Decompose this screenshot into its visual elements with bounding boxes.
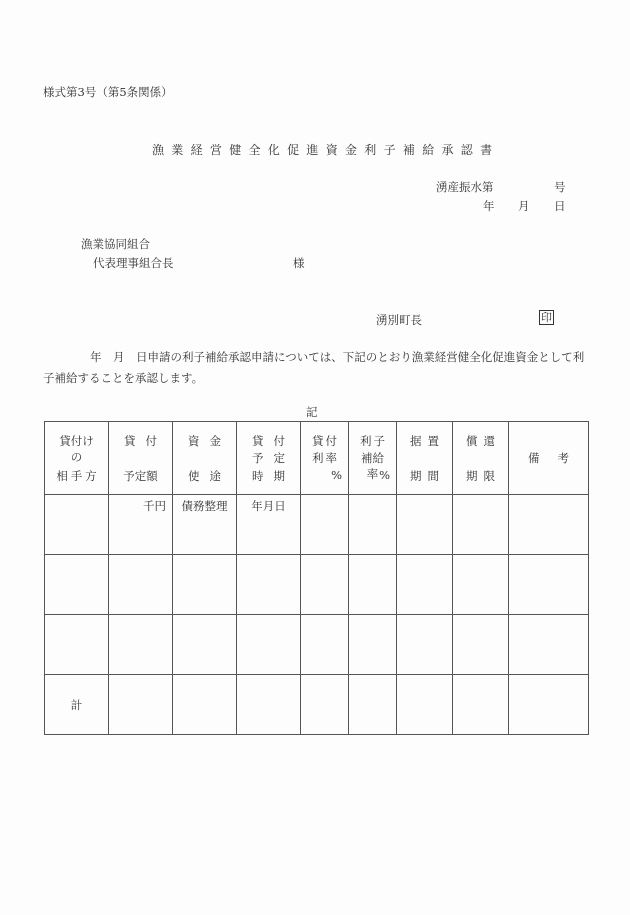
header-label-line [237, 468, 300, 484]
header-label-part: 金 [209, 434, 221, 448]
table-cell [301, 675, 349, 735]
table-cell [173, 675, 237, 735]
header-label-part: 据 [410, 434, 422, 448]
header-label-line [453, 468, 508, 484]
header-label-part: 間 [427, 469, 439, 483]
header-label-part: 還 [483, 434, 495, 448]
date-year: 年 [483, 199, 495, 213]
table-cell-use [173, 495, 237, 555]
header-label-line [349, 468, 396, 482]
addressee-title: 代表理事組合長 [93, 256, 174, 270]
table-row [45, 555, 589, 615]
header-label-part: % [379, 468, 390, 482]
table-cell [45, 495, 109, 555]
table-cell [453, 615, 509, 675]
header-repayment-deadline [453, 422, 509, 495]
table-cell [301, 495, 349, 555]
table-cell [509, 615, 589, 675]
header-label-part: 率 [325, 451, 337, 465]
table-cell-amount [109, 495, 173, 555]
header-label-part: 補給率 [361, 451, 384, 481]
sender-name: 湧別町長 [376, 313, 422, 327]
header-label-part: 考 [557, 451, 569, 465]
table-cell [173, 615, 237, 675]
header-label-line [109, 433, 172, 449]
header-label-part: 備 [528, 451, 540, 465]
table-cell [397, 615, 453, 675]
total-label: 計 [70, 698, 83, 712]
table-cell [453, 675, 509, 735]
header-remarks [509, 422, 589, 495]
table-cell [397, 675, 453, 735]
table-cell [509, 555, 589, 615]
header-label-part: 定 [273, 451, 285, 465]
table-header-row [45, 422, 589, 495]
loan-details-table [44, 421, 589, 735]
table-row [45, 495, 589, 555]
table-cell [237, 675, 301, 735]
table-cell [109, 555, 173, 615]
header-planned-amount [109, 422, 173, 495]
table-cell [509, 675, 589, 735]
total-label-cell [45, 675, 109, 735]
header-label-part: 方 [85, 469, 97, 483]
header-label-part: 付 [273, 434, 285, 448]
table-row [45, 615, 589, 675]
header-label-line [237, 433, 300, 449]
header-label-part: 置 [427, 434, 439, 448]
date-month: 月 [518, 199, 530, 213]
fund-use-value: 債務整理 [181, 499, 228, 513]
table-cell [173, 555, 237, 615]
header-label-part: 貸 [252, 434, 264, 448]
header-label-line [301, 468, 348, 482]
header-label-line [173, 468, 236, 484]
table-cell-date [237, 495, 301, 555]
header-label-part: 資 [188, 434, 200, 448]
date-day: 日 [554, 199, 566, 213]
header-label-line [45, 433, 108, 465]
table-cell [237, 615, 301, 675]
table-cell [397, 495, 453, 555]
header-label-part: 途 [209, 469, 221, 483]
header-label-part: 予 [252, 451, 264, 465]
table-cell [237, 555, 301, 615]
header-borrower [45, 422, 109, 495]
header-label-part: 相 [56, 469, 68, 483]
unit-thousand-yen: 千円 [143, 499, 166, 513]
header-label-part: 貸 [124, 434, 136, 448]
header-label-line [173, 433, 236, 449]
table-cell [349, 615, 397, 675]
header-label-part: 予定額 [123, 469, 158, 483]
table-cell [301, 615, 349, 675]
form-number: 様式第3号（第5条関係） [43, 85, 173, 99]
table-cell [45, 615, 109, 675]
table-cell [45, 555, 109, 615]
header-grace-period [397, 422, 453, 495]
ki-label: 記 [306, 405, 318, 419]
header-label-part: % [331, 468, 342, 482]
header-label-part: 期 [410, 469, 422, 483]
header-label-part: 子 [373, 434, 385, 448]
header-label-part: 利 [360, 434, 372, 448]
header-label-line [109, 468, 172, 484]
document-title: 漁業経営健全化促進資金利子補給承認書 [152, 143, 500, 157]
seal-mark: 印 [541, 311, 552, 324]
table-cell [509, 495, 589, 555]
header-label-part: 付 [145, 434, 157, 448]
unit-date: 年月日 [251, 499, 286, 513]
header-label-part: 貸付けの [59, 434, 94, 464]
header-fund-use [173, 422, 237, 495]
header-label-part: 使 [188, 469, 200, 483]
header-label-line [453, 433, 508, 449]
header-label-part: 期 [466, 469, 478, 483]
table-total-row [45, 675, 589, 735]
header-label-part: 限 [483, 469, 495, 483]
header-label-part: 期 [273, 469, 285, 483]
table-cell [349, 675, 397, 735]
header-label-part: 貸 [312, 434, 324, 448]
approval-statement: 年 月 日申請の利子補給承認申請については、下記のとおり漁業経営健全化促進資金として利子補給することを承認します。 [43, 350, 585, 385]
table-cell [349, 495, 397, 555]
header-label-part: 利 [312, 451, 324, 465]
header-label-part: 時 [252, 469, 264, 483]
table-cell [109, 615, 173, 675]
table-cell [453, 495, 509, 555]
addressee-organization: 漁業協同組合 [81, 237, 150, 251]
header-label-line [301, 433, 348, 449]
table-cell [349, 555, 397, 615]
header-label-line [301, 450, 348, 466]
header-label-line [349, 433, 396, 449]
header-label-line [237, 450, 300, 466]
reference-number-suffix: 号 [554, 180, 566, 194]
reference-number-prefix: 湧産振水第 [436, 180, 494, 194]
header-label-part: 手 [70, 469, 83, 483]
header-label-line [509, 450, 588, 466]
table-cell [301, 555, 349, 615]
header-subsidy-rate [349, 422, 397, 495]
header-label-part: 付 [325, 434, 337, 448]
header-label-part: 償 [466, 434, 478, 448]
addressee-honorific: 様 [293, 256, 305, 270]
header-interest-rate [301, 422, 349, 495]
header-planned-date [237, 422, 301, 495]
header-label-line [45, 468, 108, 484]
header-label-line [397, 433, 452, 449]
header-label-line [397, 468, 452, 484]
table-cell [397, 555, 453, 615]
table-cell [109, 675, 173, 735]
table-cell [453, 555, 509, 615]
